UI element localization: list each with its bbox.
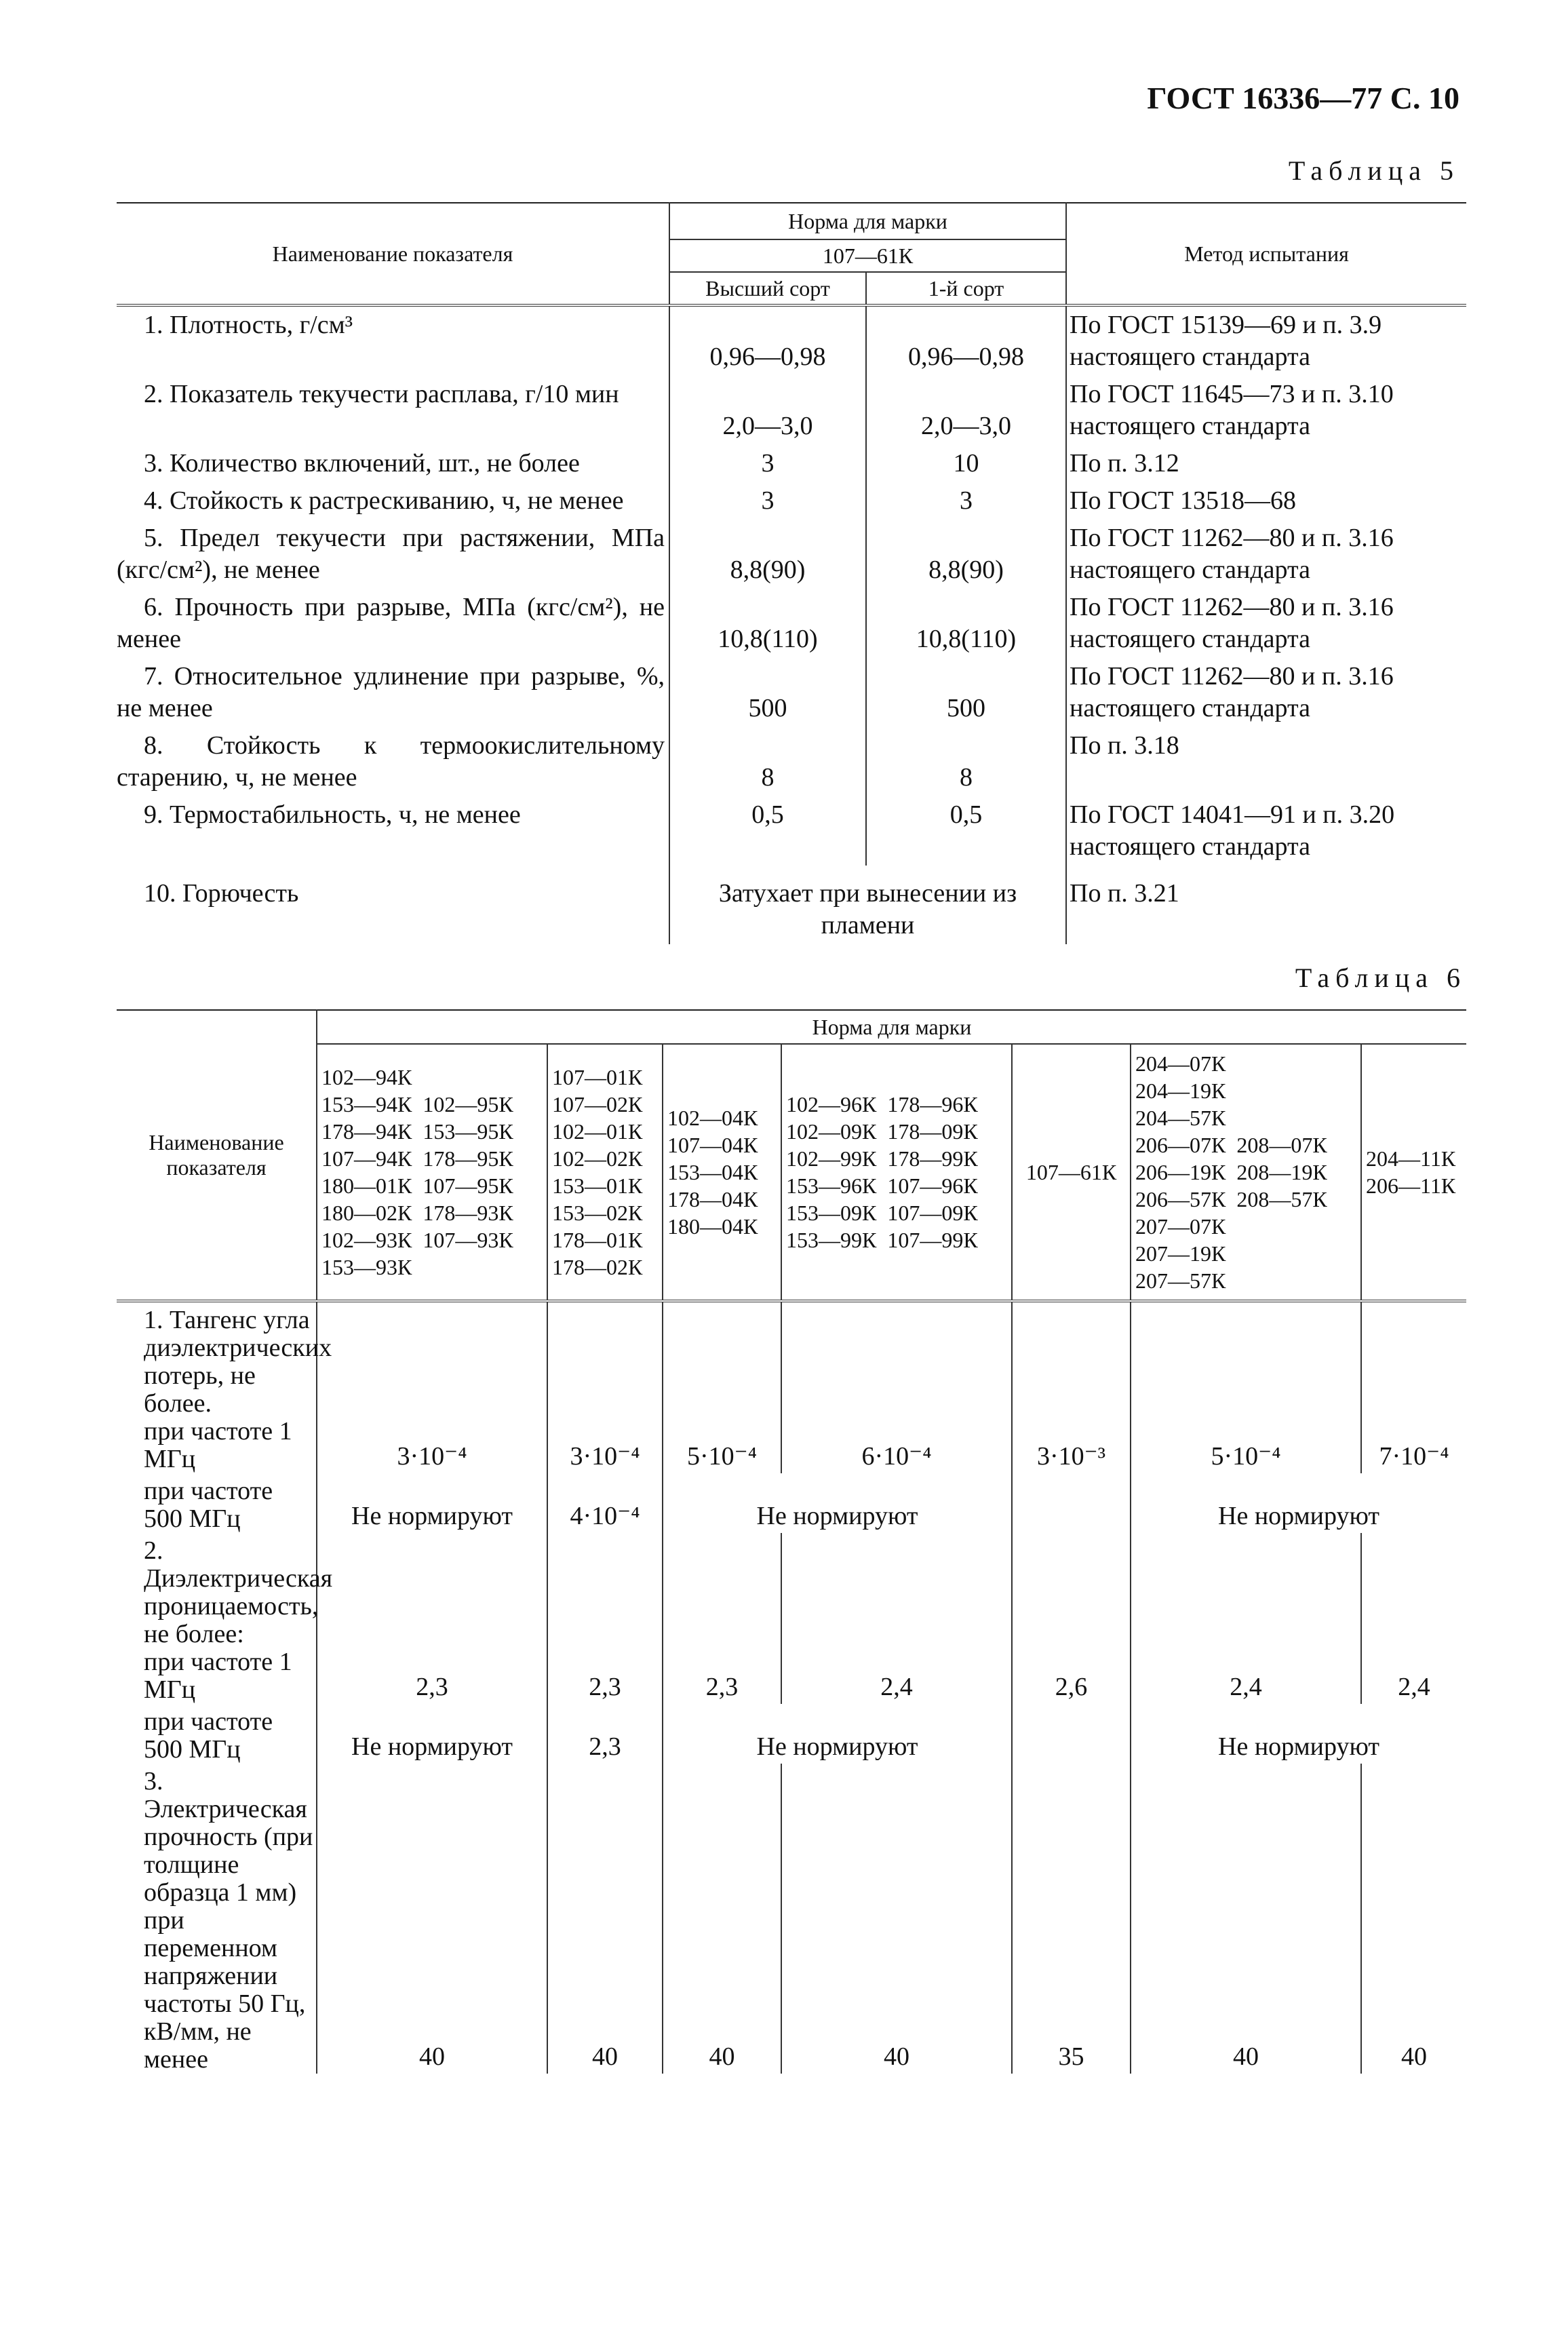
t5-row-name: 5. Предел текучести при растяжении, МПа (кгс/см²), не менее (117, 524, 665, 584)
table5 (117, 202, 1466, 944)
t5-row-value: 3 (669, 482, 866, 520)
t6-value: Не нормируют (663, 1704, 1012, 1764)
t5-header-grade: 107—61К (669, 239, 1066, 272)
t5-row-method: По ГОСТ 15139—69 и п. 3.9 настоящего стандарта (1066, 305, 1466, 376)
t6-value: 3·10⁻⁴ (317, 1301, 547, 1473)
t6-value: 40 (663, 1764, 781, 2074)
table6-caption: Таблица 6 (1295, 963, 1466, 993)
t6-grade-group: 204—07К 204—19К 204—57К 206—07К 208—07К 206—19К 208—19К 206—57К 208—57К 207—07К 207—19К 207—57К (1131, 1044, 1361, 1301)
t5-row-value: 3 (866, 482, 1066, 520)
t6-value: Не нормируют (317, 1473, 547, 1533)
t6-value: 2,3 (317, 1533, 547, 1704)
t5-row-value: 0,5 (866, 796, 1066, 866)
t6-grade-group: 102—94К 153—94К 102—95К 178—94К 153—95К 107—94К 178—95К 180—01К 107—95К 180—02К 178—93К 102—93К 107—93К 153—93К (317, 1044, 547, 1301)
table6 (117, 1009, 1466, 2074)
t5-row-value: 0,96—0,98 (669, 305, 866, 376)
t5-row-name: 10. Горючесть (144, 879, 299, 908)
t6-value: Не нормируют (663, 1473, 1012, 1533)
t5-row-method: По ГОСТ 11262—80 и п. 3.16 настоящего стандарта (1066, 520, 1466, 589)
t5-row-method: По ГОСТ 11262—80 и п. 3.16 настоящего стандарта (1066, 589, 1466, 658)
t6-value: 2,4 (1361, 1533, 1466, 1704)
t6-row-label: 1. Тангенс угла диэлектрических потерь, не более. при частоте 1 МГц (144, 1306, 332, 1473)
t5-header-method: Метод испытания (1066, 203, 1466, 305)
t5-row-method: По ГОСТ 13518—68 (1066, 482, 1466, 520)
t6-value: 2,3 (547, 1704, 663, 1764)
t6-value: 7·10⁻⁴ (1361, 1301, 1466, 1473)
t5-row-method: По п. 3.12 (1066, 445, 1466, 482)
t6-value: 5·10⁻⁴ (1131, 1301, 1361, 1473)
t6-value: 2,4 (781, 1533, 1012, 1704)
t6-grade-group: 107—61К (1012, 1044, 1131, 1301)
t6-value: 40 (547, 1764, 663, 2074)
t5-row-name: 3. Количество включений, шт., не более (144, 449, 580, 478)
t5-row-value: 10,8(110) (866, 589, 1066, 658)
t5-header-name: Наименование показателя (117, 203, 669, 305)
t6-header-name: Наименование показателя (117, 1010, 317, 1301)
t6-value: 40 (1361, 1764, 1466, 2074)
page-header: ГОСТ 16336—77 С. 10 (1147, 81, 1459, 115)
t6-row-label: при частоте 500 МГц (144, 1477, 273, 1533)
t6-empty-cell (1012, 1473, 1131, 1533)
t5-row-name: 1. Плотность, г/см³ (144, 311, 353, 339)
t5-row-value: 500 (669, 658, 866, 727)
t5-header-sort-top: Высший сорт (669, 272, 866, 305)
t6-row-label: 3. Электрическая прочность (при толщине образца 1 мм) при переменном напряжении частоты 50 Гц, кВ/мм, не менее (144, 1767, 313, 2074)
t5-row-value: 8,8(90) (669, 520, 866, 589)
t5-row-method: По ГОСТ 11645—73 и п. 3.10 настоящего стандарта (1066, 376, 1466, 445)
t6-grade-group: 102—96К 178—96К 102—09К 178—09К 102—99К 178—99К 153—96К 107—96К 153—09К 107—09К 153—99К 107—99К (781, 1044, 1012, 1301)
t6-value: 3·10⁻³ (1012, 1301, 1131, 1473)
t5-row-value: 0,5 (669, 796, 866, 866)
t5-row-method: По ГОСТ 14041—91 и п. 3.20 настоящего стандарта (1066, 796, 1466, 866)
t6-row-label: 2. Диэлектрическая проницаемость, не более: при частоте 1 МГц (144, 1536, 333, 1704)
t5-row-value: 3 (669, 445, 866, 482)
t5-row-name: 8. Стойкость к термоокислительному старению, ч, не менее (117, 731, 665, 792)
t5-row-value: 8,8(90) (866, 520, 1066, 589)
t5-row-name: 7. Относительное удлинение при разрыве, %, не менее (117, 662, 665, 722)
table5-caption: Таблица 5 (1288, 155, 1459, 186)
t6-value: 2,4 (1131, 1533, 1361, 1704)
t6-value: Не нормируют (317, 1704, 547, 1764)
t5-row-value: 10,8(110) (669, 589, 866, 658)
t5-row-name: 6. Прочность при разрыве, МПа (кгс/см²), не менее (117, 593, 665, 653)
t5-row-name: 9. Термостабильность, ч, не менее (144, 800, 521, 829)
t6-value: 4·10⁻⁴ (547, 1473, 663, 1533)
t6-value: 2,6 (1012, 1533, 1131, 1704)
t6-value: Не нормируют (1131, 1704, 1466, 1764)
t6-value: 40 (317, 1764, 547, 2074)
t6-value: 35 (1012, 1764, 1131, 2074)
t5-header-norm: Норма для марки (669, 203, 1066, 239)
t6-grade-group: 204—11К 206—11К (1361, 1044, 1466, 1301)
t5-row-value: 2,0—3,0 (866, 376, 1066, 445)
t6-row-label: при частоте 500 МГц (144, 1707, 273, 1764)
t5-row-name: 2. Показатель текучести расплава, г/10 мин (144, 380, 619, 408)
t5-row-value: 8 (669, 727, 866, 796)
t5-row-value: 500 (866, 658, 1066, 727)
t5-row-name: 4. Стойкость к растрескиванию, ч, не менее (144, 486, 624, 515)
t5-row-value: 2,0—3,0 (669, 376, 866, 445)
t6-value: 6·10⁻⁴ (781, 1301, 1012, 1473)
t5-row-value: 8 (866, 727, 1066, 796)
t6-grade-group: 102—04К 107—04К 153—04К 178—04К 180—04К (663, 1044, 781, 1301)
t5-row-value: 10 (866, 445, 1066, 482)
t5-row-value: 0,96—0,98 (866, 305, 1066, 376)
t6-grade-group: 107—01К 107—02К 102—01К 102—02К 153—01К 153—02К 178—01К 178—02К (547, 1044, 663, 1301)
t5-row-method: По ГОСТ 11262—80 и п. 3.16 настоящего стандарта (1066, 658, 1466, 727)
t6-value: 40 (781, 1764, 1012, 2074)
t6-empty-cell (1012, 1704, 1131, 1764)
t6-value: 2,3 (663, 1533, 781, 1704)
t5-row-method: По п. 3.18 (1066, 727, 1466, 796)
t5-row-merged-value: Затухает при вынесении из пламени (669, 866, 1066, 944)
t5-row-method: По п. 3.21 (1066, 866, 1466, 944)
t5-header-sort-first: 1-й сорт (866, 272, 1066, 305)
t6-value: 40 (1131, 1764, 1361, 2074)
t6-value: 2,3 (547, 1533, 663, 1704)
t6-value: Не нормируют (1131, 1473, 1466, 1533)
t6-value: 5·10⁻⁴ (663, 1301, 781, 1473)
t6-header-norm: Норма для марки (317, 1010, 1466, 1044)
t6-value: 3·10⁻⁴ (547, 1301, 663, 1473)
